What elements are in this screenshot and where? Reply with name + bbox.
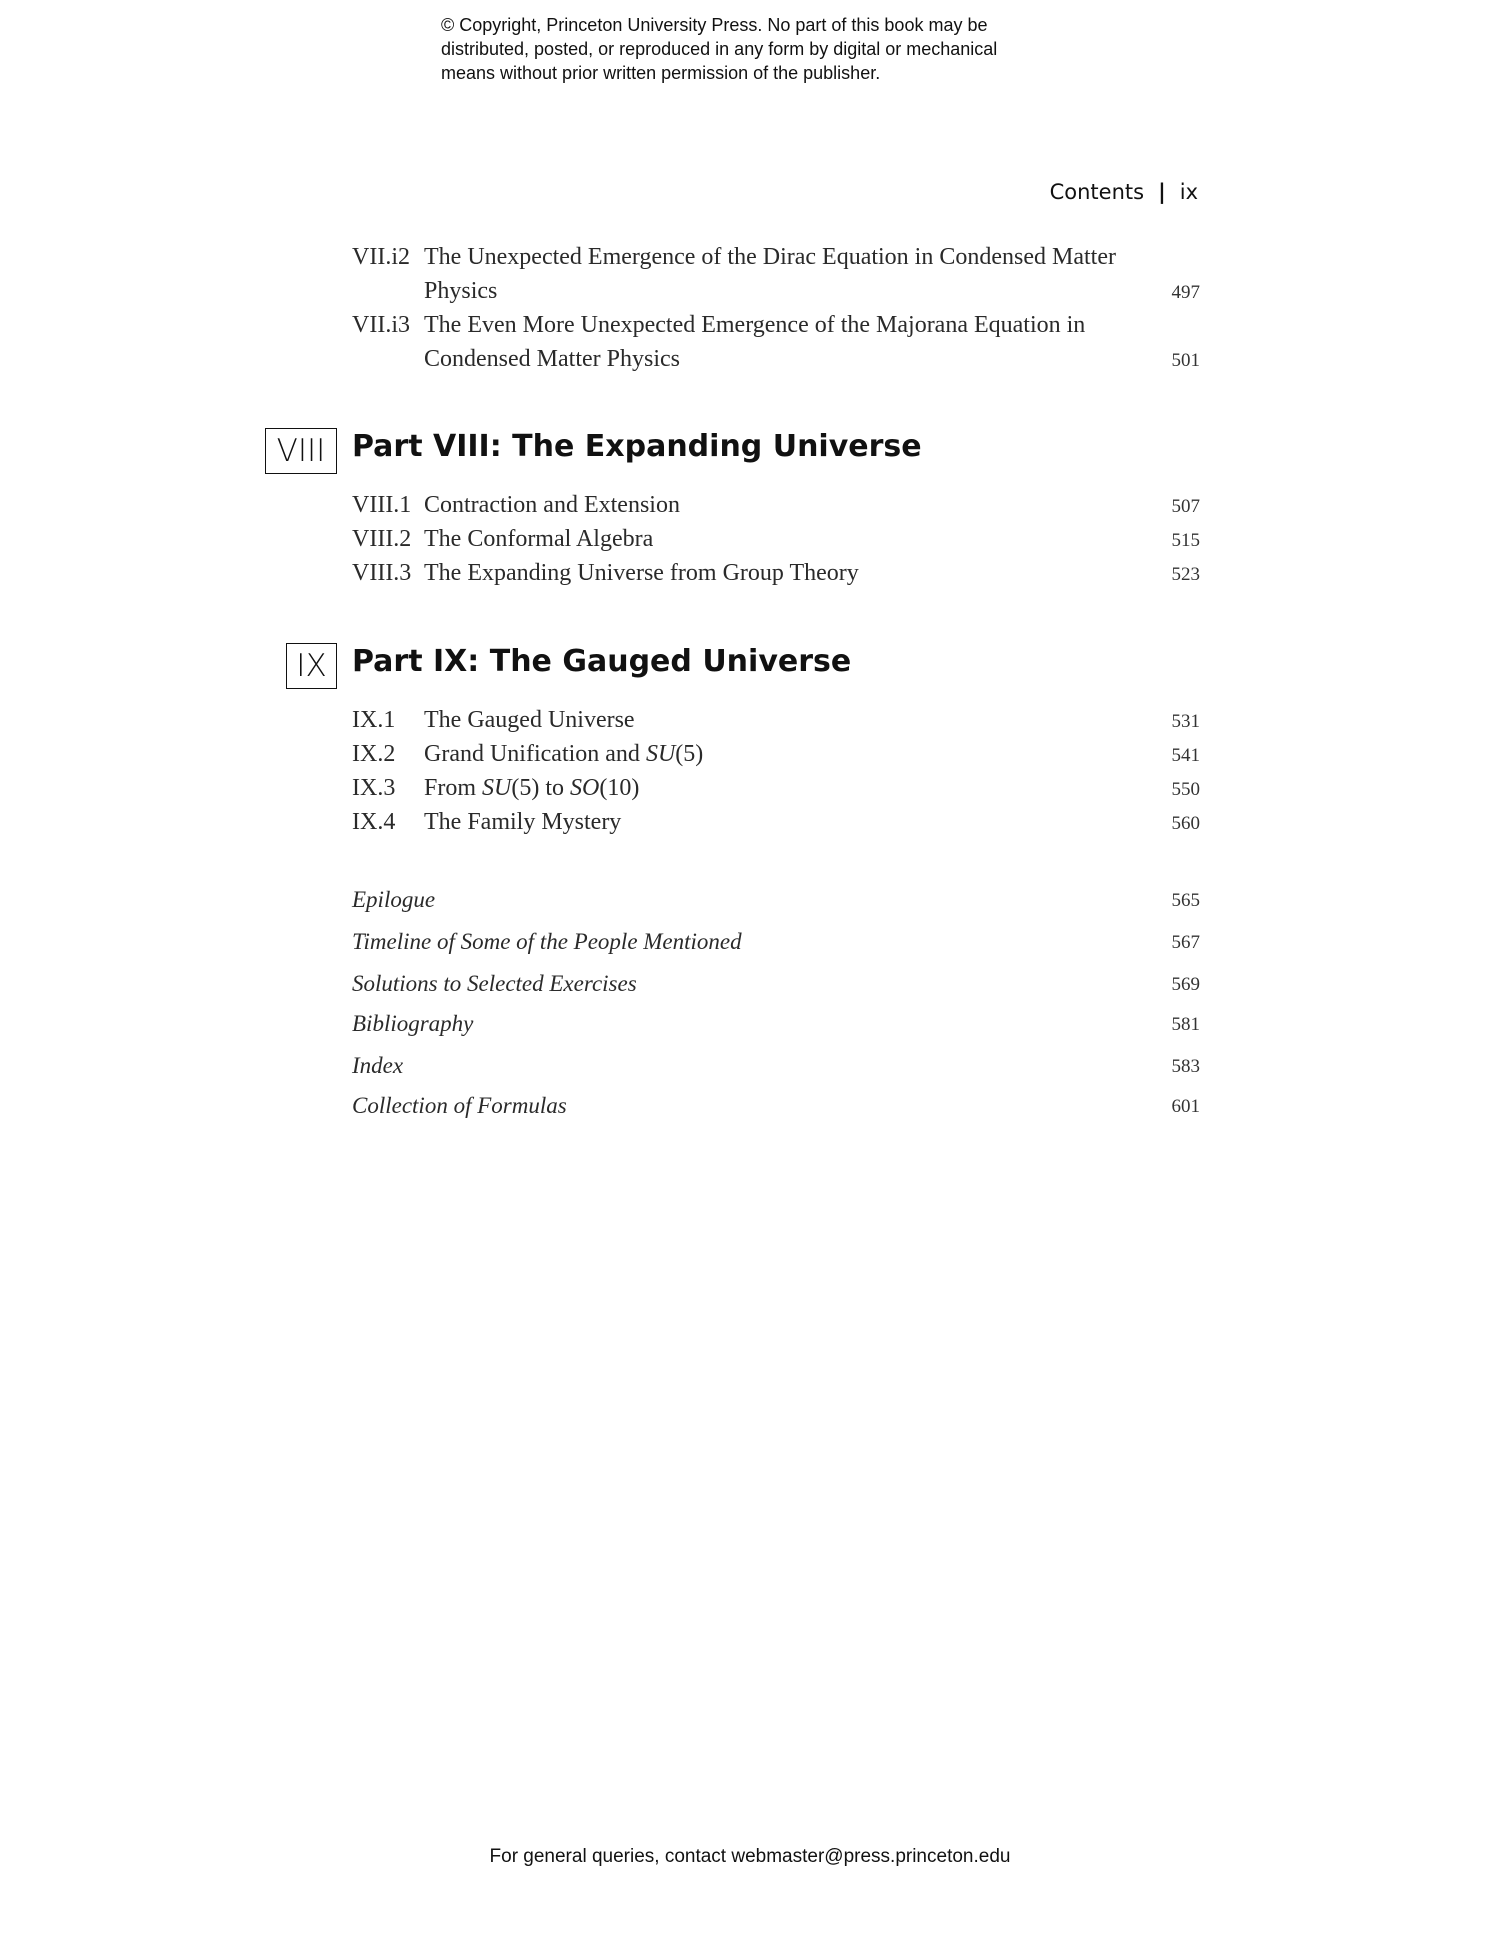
toc-entry-number: VII.i2 — [352, 244, 410, 270]
toc-entry-page: 501 — [1171, 350, 1200, 371]
copyright-line: distributed, posted, or reproduced in any form by digital or mechanical — [441, 39, 998, 59]
toc-entry-page: 550 — [1171, 779, 1200, 800]
toc-entry-title — [424, 771, 1124, 805]
toc-entry-title — [424, 737, 1124, 771]
toc-entry-page: 531 — [1171, 711, 1200, 732]
back-matter-title: Timeline of Some of the People Mentioned — [352, 929, 742, 954]
running-head-separator: | — [1158, 180, 1166, 204]
toc-entry-title: The Conformal Algebra — [424, 526, 654, 552]
back-matter-page: 583 — [1171, 1056, 1200, 1077]
part-ix-box: IX — [286, 643, 337, 689]
toc-entry-page: 560 — [1171, 813, 1200, 834]
copyright-line: © Copyright, Princeton University Press. No part of this book may be — [441, 15, 988, 35]
back-matter-title: Epilogue — [352, 887, 436, 912]
part-ix-title[interactable]: Part IX: The Gauged Universe — [352, 644, 852, 679]
title-text: (10) — [599, 775, 640, 801]
toc-entry[interactable] — [352, 308, 1200, 376]
back-matter-page: 565 — [1171, 890, 1200, 911]
toc-entry-number: IX.2 — [352, 741, 396, 767]
title-text: Grand Unification and — [424, 741, 646, 767]
running-head-page: ix — [1179, 180, 1198, 204]
toc-entry-title: The Even More Unexpected Emergence of the Majorana Equation in Condensed Matter Physics — [424, 312, 1086, 372]
toc-entry-page: 523 — [1171, 564, 1200, 585]
copyright-line: means without prior written permission of the publisher. — [441, 63, 881, 83]
toc-entry-title: The Unexpected Emergence of the Dirac Equation in Condensed Matter Physics — [424, 244, 1116, 304]
toc-entry-title: Contraction and Extension — [424, 492, 680, 518]
toc-entry-number: IX.4 — [352, 809, 396, 835]
back-matter-page: 601 — [1171, 1096, 1200, 1117]
back-matter-page: 569 — [1171, 974, 1200, 995]
back-matter-entry[interactable] — [352, 1009, 1200, 1039]
toc-entry[interactable] — [352, 240, 1200, 308]
back-matter-entry[interactable] — [352, 1051, 1200, 1081]
running-head-label: Contents — [1049, 180, 1145, 204]
back-matter-entry[interactable] — [352, 1091, 1200, 1121]
title-text: (5) — [675, 741, 704, 767]
toc-entry-page: 541 — [1171, 745, 1200, 766]
back-matter-title: Solutions to Selected Exercises — [352, 971, 637, 996]
toc-entry-title: The Gauged Universe — [424, 707, 635, 733]
toc-entry[interactable] — [352, 488, 1200, 522]
toc-entry-page: 515 — [1171, 530, 1200, 551]
back-matter-page: 581 — [1171, 1014, 1200, 1035]
toc-entry[interactable] — [352, 805, 1200, 839]
toc-entry-number: VII.i3 — [352, 312, 410, 338]
back-matter-entry[interactable] — [352, 885, 1200, 915]
back-matter-page: 567 — [1171, 932, 1200, 953]
part-viii-box: VIII — [265, 428, 337, 474]
title-text: (5) to — [511, 775, 571, 801]
toc-entry-title: The Expanding Universe from Group Theory — [424, 560, 859, 586]
toc-entry-number: IX.3 — [352, 775, 396, 801]
part-viii-title[interactable]: Part VIII: The Expanding Universe — [352, 429, 922, 464]
back-matter-title: Collection of Formulas — [352, 1093, 567, 1118]
toc-entry-title: The Family Mystery — [424, 809, 622, 835]
back-matter-title: Bibliography — [352, 1011, 474, 1036]
toc-entry[interactable] — [352, 522, 1200, 556]
back-matter-entry[interactable] — [352, 927, 1200, 957]
toc-entry-number: IX.1 — [352, 707, 396, 733]
toc-entry[interactable] — [352, 556, 1200, 590]
toc-entry-page: 507 — [1171, 496, 1200, 517]
math-symbol: SU — [482, 775, 512, 801]
back-matter-title: Index — [352, 1053, 404, 1078]
back-matter-entry[interactable] — [352, 969, 1200, 999]
title-text: From — [424, 775, 483, 801]
toc-entry[interactable] — [352, 737, 1200, 771]
footer-contact: For general queries, contact webmaster@press.princeton.edu — [489, 1846, 1011, 1867]
toc-entry-number: VIII.1 — [352, 492, 412, 518]
toc-entry-number: VIII.2 — [352, 526, 412, 552]
math-symbol: SO — [570, 775, 600, 801]
math-symbol: SU — [645, 741, 676, 767]
toc-entry[interactable] — [352, 703, 1200, 737]
toc-entry[interactable] — [352, 771, 1200, 805]
toc-entry-page: 497 — [1171, 282, 1200, 303]
toc-entry-number: VIII.3 — [352, 560, 412, 586]
